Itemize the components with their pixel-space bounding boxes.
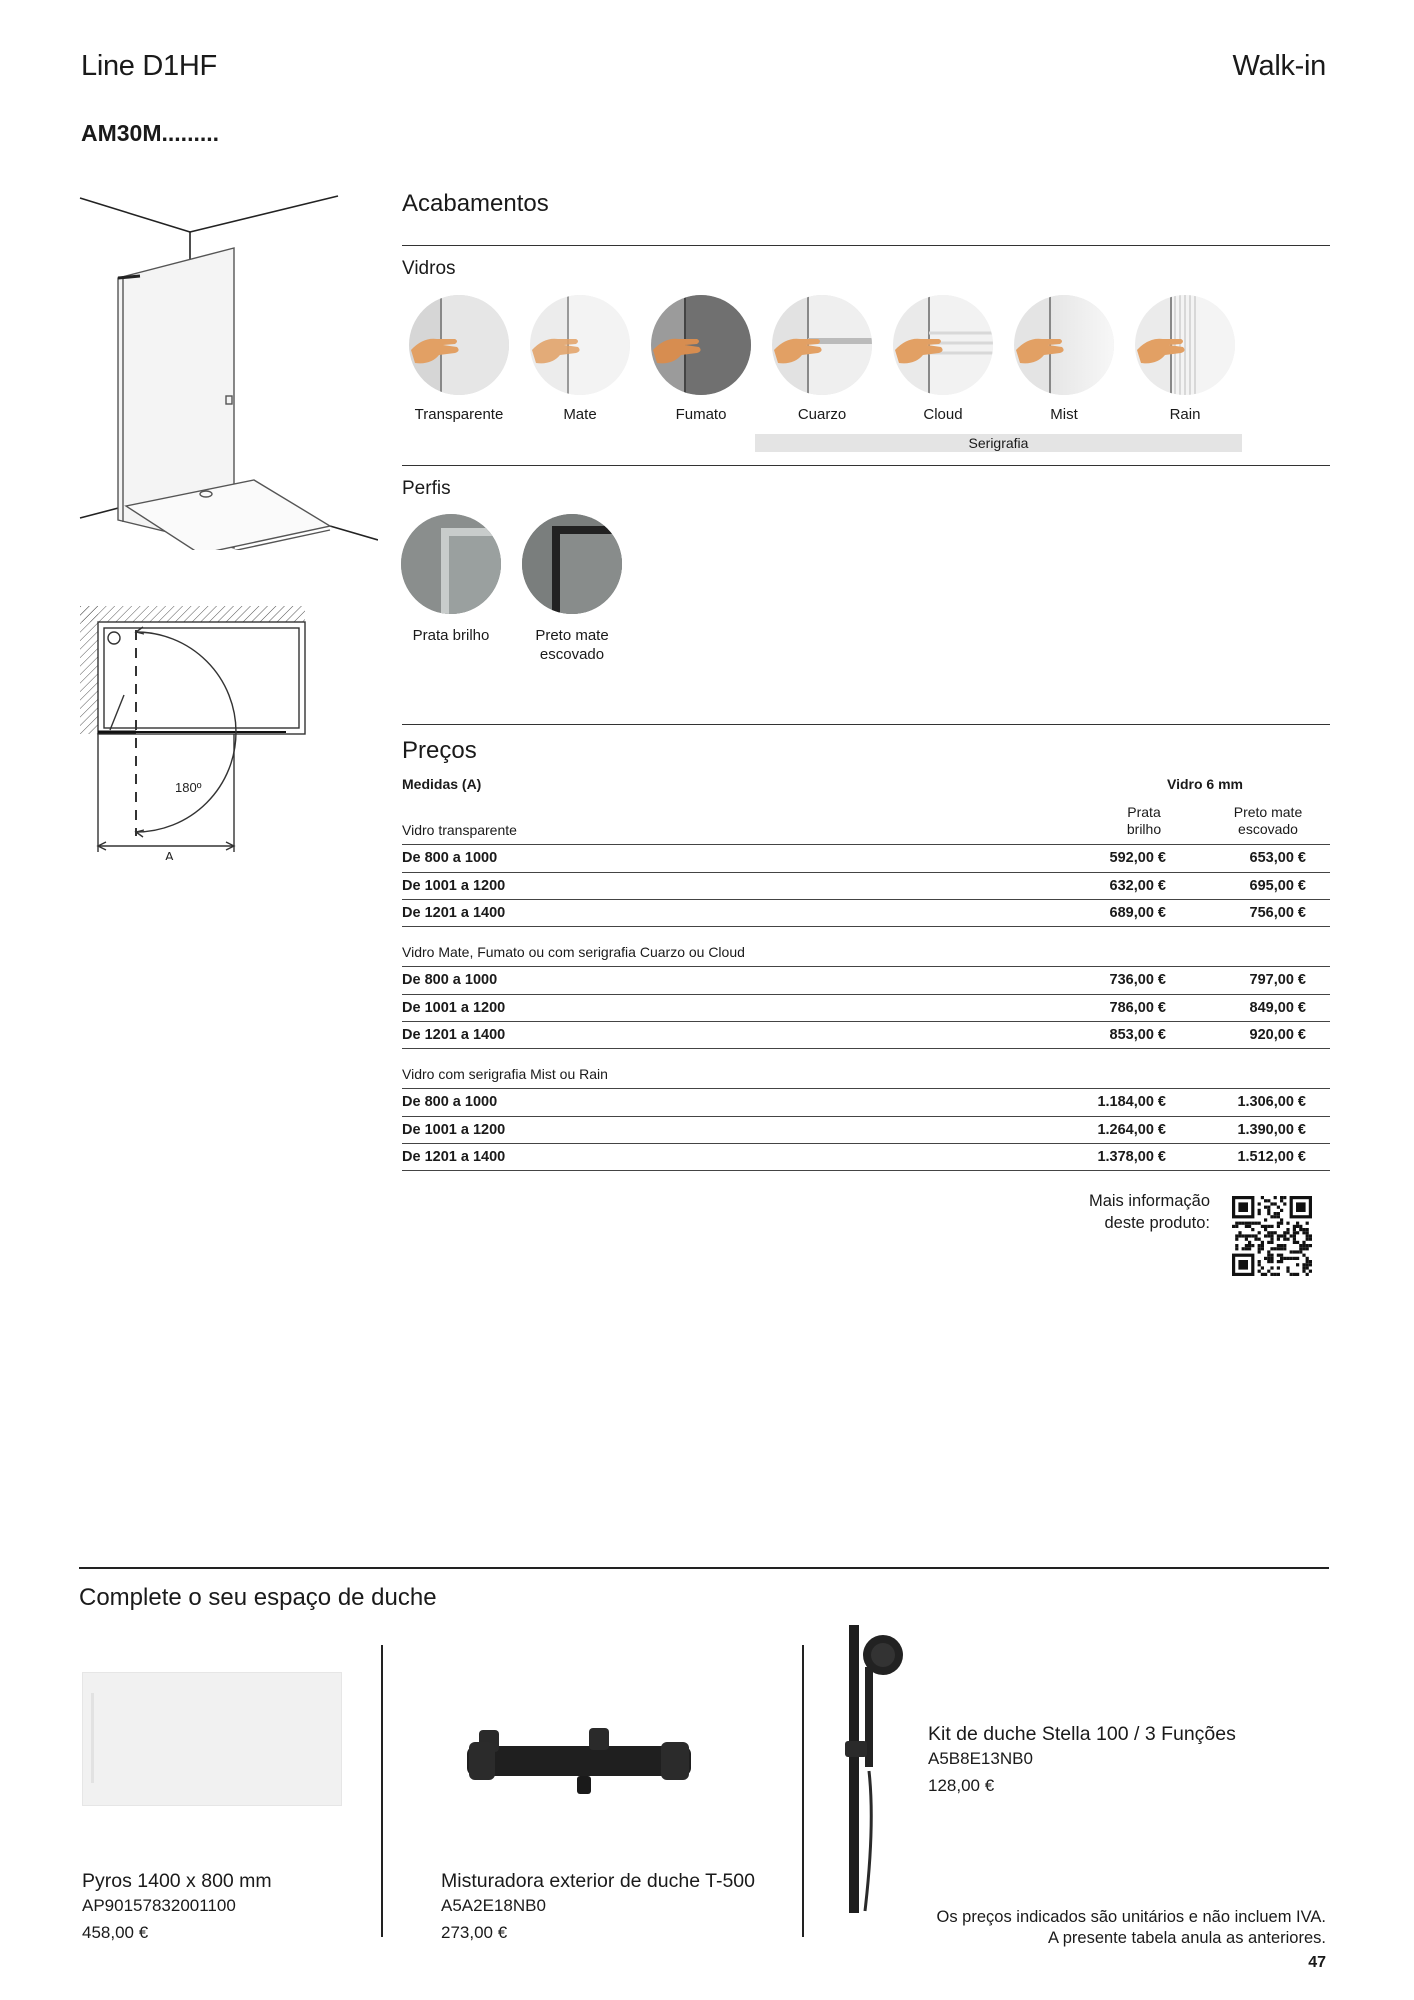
hand-glass-icon — [772, 295, 872, 395]
glass-label: Mist — [1050, 406, 1078, 423]
table-row — [402, 845, 1330, 872]
glass-label: Transparente — [414, 406, 504, 423]
price-prata-cell: 1.184,00 € — [1028, 1089, 1206, 1116]
shower-3d-drawing — [78, 190, 378, 550]
footnote-line2: A presente tabela anula as anteriores. — [1048, 1929, 1326, 1947]
drain-line — [91, 1693, 94, 1783]
prices-rule — [402, 724, 1330, 725]
col-prata-line1: Prata — [1127, 804, 1161, 820]
price-prata-cell: 786,00 € — [1028, 994, 1206, 1021]
angle-label: 180º — [175, 780, 202, 795]
table-row — [402, 994, 1330, 1021]
price-prata-cell: 592,00 € — [1028, 845, 1206, 872]
product-code: AM30M......... — [81, 120, 220, 146]
glass-swatch-transparente[interactable] — [399, 295, 519, 423]
profile-label — [512, 626, 632, 664]
table-row — [402, 872, 1330, 899]
table-row — [402, 899, 1330, 926]
range-cell: De 1201 a 1400 — [402, 899, 1028, 926]
product-code: A5B8E13NB0 — [928, 1749, 1033, 1768]
range-cell: De 1201 a 1400 — [402, 1021, 1028, 1048]
product-price: 458,00 € — [82, 1923, 149, 1942]
table-row — [402, 1021, 1330, 1048]
range-cell: De 1001 a 1200 — [402, 994, 1028, 1021]
hand-glass-icon — [409, 295, 509, 395]
measures-label: Medidas (A) — [402, 776, 482, 792]
col-prata-header — [1100, 804, 1188, 838]
complete-rule — [79, 1567, 1329, 1569]
col-prata-line2: brilho — [1126, 821, 1162, 837]
glass-label: Mate — [563, 406, 597, 423]
product-separator — [381, 1645, 383, 1937]
range-cell: De 1001 a 1200 — [402, 1116, 1028, 1143]
qr-code-icon[interactable] — [1232, 1196, 1312, 1276]
price-prata-cell: 1.378,00 € — [1028, 1143, 1206, 1170]
table-row — [402, 1143, 1330, 1170]
shower-kit-image — [845, 1625, 905, 1915]
profiles-rule — [402, 465, 1330, 466]
price-table-mist — [402, 1089, 1330, 1171]
profile-label-line1: Preto mate — [535, 627, 609, 644]
group-name-mate: Vidro Mate, Fumato ou com serigrafia Cuarzo ou Cloud — [402, 944, 745, 960]
range-cell: De 1001 a 1200 — [402, 872, 1028, 899]
price-preto-cell: 797,00 € — [1206, 967, 1330, 994]
hand-glass-icon — [893, 295, 993, 395]
product-name: Kit de duche Stella 100 / 3 Funções — [928, 1723, 1236, 1745]
glass-swatches — [399, 295, 1299, 445]
price-table-transparente — [402, 845, 1330, 927]
col-preto-line2: escovado — [1238, 821, 1298, 837]
thermostatic-mixer-image — [465, 1720, 695, 1810]
footnote — [937, 1907, 1326, 1949]
serigraphy-band: Serigrafia — [755, 434, 1242, 452]
price-preto-cell: 849,00 € — [1206, 994, 1330, 1021]
profile-label-line2: escovado — [539, 646, 605, 663]
footnote-line1: Os preços indicados são unitários e não incluem IVA. — [936, 1908, 1326, 1926]
glass-swatch-mist[interactable] — [1004, 295, 1124, 423]
group-name-transparente: Vidro transparente — [402, 822, 517, 838]
profile-corner-icon — [522, 514, 622, 614]
hand-glass-icon — [530, 295, 630, 395]
price-prata-cell: 689,00 € — [1028, 899, 1206, 926]
price-preto-cell: 1.306,00 € — [1206, 1089, 1330, 1116]
finishes-rule — [402, 245, 1330, 246]
group-name-mist: Vidro com serigrafia Mist ou Rain — [402, 1066, 608, 1082]
prices-title: Preços — [402, 737, 477, 764]
price-preto-cell: 756,00 € — [1206, 899, 1330, 926]
glass-swatch-cuarzo[interactable] — [762, 295, 882, 423]
product-code: A5A2E18NB0 — [441, 1896, 546, 1915]
price-prata-cell: 632,00 € — [1028, 872, 1206, 899]
more-info-text — [1030, 1190, 1210, 1234]
shower-plan-drawing — [78, 600, 318, 860]
category-title: Walk-in — [1232, 50, 1326, 82]
col-preto-line1: Preto mate — [1233, 804, 1303, 820]
col-preto-header — [1212, 804, 1324, 838]
product-name: Pyros 1400 x 800 mm — [82, 1870, 272, 1892]
glass-thickness: Vidro 6 mm — [1167, 776, 1243, 792]
hand-glass-icon — [1135, 295, 1235, 395]
finishes-title: Acabamentos — [402, 190, 549, 217]
glass-swatch-rain[interactable] — [1125, 295, 1245, 423]
glass-label: Cuarzo — [797, 406, 847, 423]
profile-swatch-prata[interactable] — [391, 514, 511, 645]
price-preto-cell: 1.390,00 € — [1206, 1116, 1330, 1143]
range-cell: De 1201 a 1400 — [402, 1143, 1028, 1170]
range-cell: De 800 a 1000 — [402, 1089, 1028, 1116]
more-info-line1: Mais informação — [1088, 1192, 1210, 1210]
complete-title: Complete o seu espaço de duche — [79, 1584, 437, 1611]
glass-label: Rain — [1169, 406, 1201, 423]
table-row — [402, 1116, 1330, 1143]
hand-glass-icon — [651, 295, 751, 395]
more-info-line2: deste produto: — [1104, 1214, 1210, 1232]
glass-title: Vidros — [402, 258, 456, 279]
hand-glass-icon — [1014, 295, 1114, 395]
price-prata-cell: 853,00 € — [1028, 1021, 1206, 1048]
profile-corner-icon — [401, 514, 501, 614]
table-row — [402, 1089, 1330, 1116]
page-number: 47 — [1308, 1954, 1326, 1971]
price-preto-cell: 695,00 € — [1206, 872, 1330, 899]
profile-label — [391, 626, 511, 645]
product-code: AP90157832001100 — [82, 1896, 236, 1915]
glass-swatch-mate[interactable] — [520, 295, 640, 423]
price-prata-cell: 736,00 € — [1028, 967, 1206, 994]
series-title: Line D1HF — [81, 50, 217, 82]
shower-tray-image — [82, 1672, 342, 1806]
price-preto-cell: 653,00 € — [1206, 845, 1330, 872]
range-cell: De 800 a 1000 — [402, 967, 1028, 994]
dimension-label: A — [165, 849, 174, 860]
glass-swatch-fumato[interactable] — [641, 295, 761, 423]
range-cell: De 800 a 1000 — [402, 845, 1028, 872]
glass-swatch-cloud[interactable] — [883, 295, 1003, 423]
profile-label-line1: Prata brilho — [412, 627, 490, 644]
product-separator — [802, 1645, 804, 1937]
profiles-title: Perfis — [402, 478, 451, 499]
glass-label: Cloud — [923, 406, 963, 423]
price-preto-cell: 920,00 € — [1206, 1021, 1330, 1048]
product-price: 273,00 € — [441, 1923, 508, 1942]
price-prata-cell: 1.264,00 € — [1028, 1116, 1206, 1143]
price-preto-cell: 1.512,00 € — [1206, 1143, 1330, 1170]
profile-swatch-preto[interactable] — [512, 514, 632, 664]
product-price: 128,00 € — [928, 1776, 995, 1795]
product-name: Misturadora exterior de duche T-500 — [441, 1870, 755, 1892]
table-row — [402, 967, 1330, 994]
glass-label: Fumato — [675, 406, 727, 423]
price-table-mate — [402, 967, 1330, 1049]
